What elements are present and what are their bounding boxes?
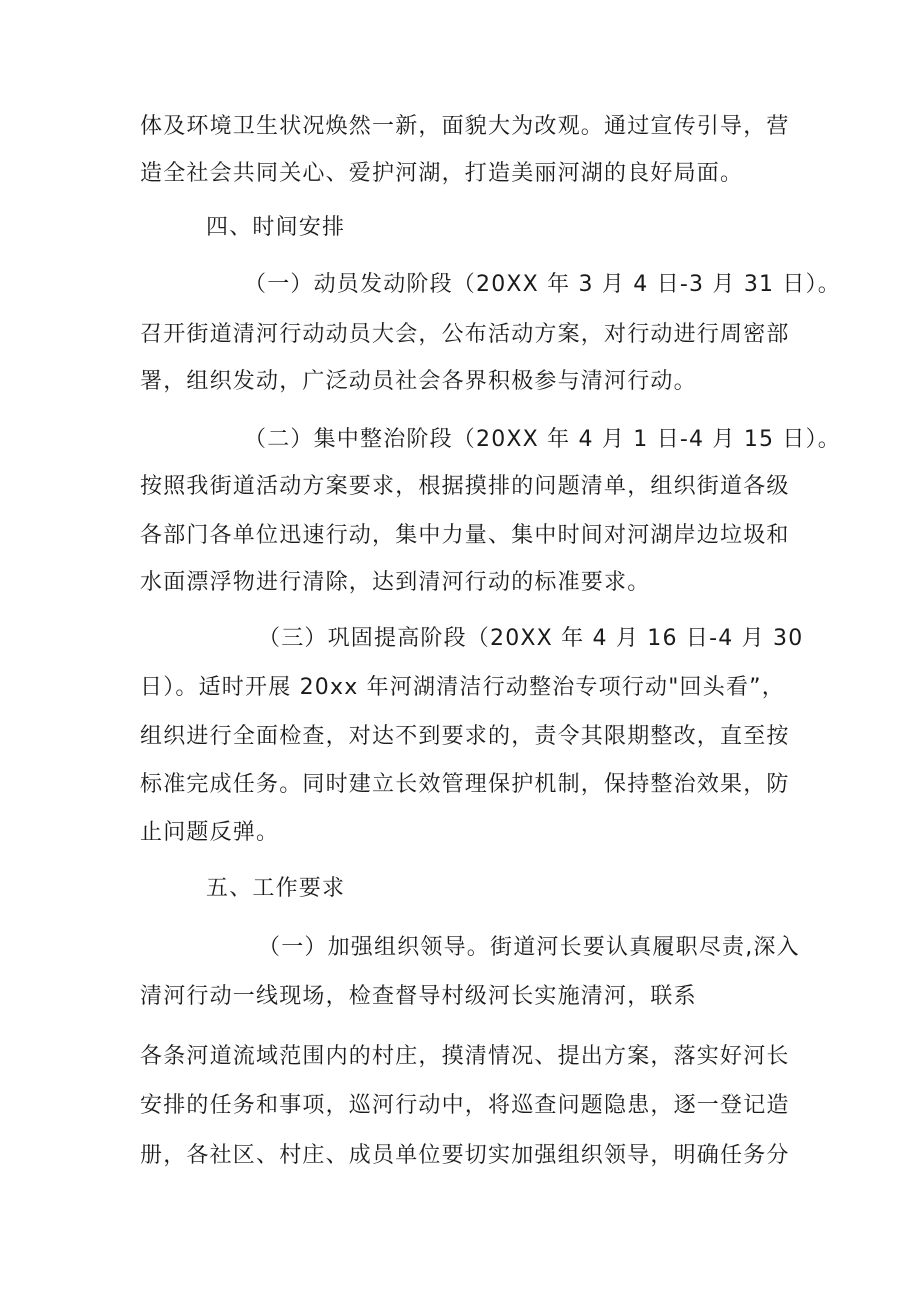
subsection-heading: （三）巩固提高阶段（20XX 年 4 月 16 日-4 月 30 (258, 626, 804, 651)
subsection-heading: （一）动员发动阶段（20XX 年 3 月 4 日-3 月 31 日）。 (244, 272, 842, 297)
body-line: 组织进行全面检查，对达不到要求的，责令其限期整改，直至按 (140, 724, 790, 749)
subsection-heading: （一）加强组织领导。街道河长要认真履职尽责,深入 (258, 935, 800, 960)
body-line: 署，组织发动，广泛动员社会各界积极参与清河行动。 (140, 369, 697, 394)
body-line: 各部门各单位迅速行动，集中力量、集中时间对河湖岸边垃圾和 (140, 523, 790, 548)
body-line: 召开街道清河行动动员大会，公布活动方案，对行动进行周密部 (140, 322, 790, 347)
body-line: 安排的任务和事项，巡河行动中，将巡查问题隐患，逐一登记造 (140, 1093, 790, 1118)
body-line: 按照我街道活动方案要求，根据摸排的问题清单，组织街道各级 (140, 474, 790, 499)
body-line: 止问题反弹。 (140, 820, 280, 845)
section-heading: 五、工作要求 (206, 876, 346, 901)
section-heading: 四、时间安排 (206, 215, 346, 240)
body-line: 体及环境卫生状况焕然一新，面貌大为改观。通过宣传引导，营 (140, 114, 790, 139)
body-line: 造全社会共同关心、爱护河湖，打造美丽河湖的良好局面。 (140, 161, 744, 186)
body-line: 册，各社区、村庄、成员单位要切实加强组织领导，明确任务分 (140, 1143, 790, 1168)
body-line: 水面漂浮物进行清除，达到清河行动的标准要求。 (140, 570, 651, 595)
body-line: 标准完成任务。同时建立长效管理保护机制，保持整治效果，防 (140, 772, 790, 797)
body-line: 日）。适时开展 20xx 年河湖清洁行动整治专项行动"回头看”， (140, 675, 785, 700)
body-line: 各条河道流域范围内的村庄，摸清情况、提出方案，落实好河长 (140, 1044, 790, 1069)
subsection-heading: （二）集中整治阶段（20XX 年 4 月 1 日-4 月 15 日）。 (244, 427, 842, 452)
body-line: 清河行动一线现场，检查督导村级河长实施清河，联系 (140, 984, 697, 1009)
